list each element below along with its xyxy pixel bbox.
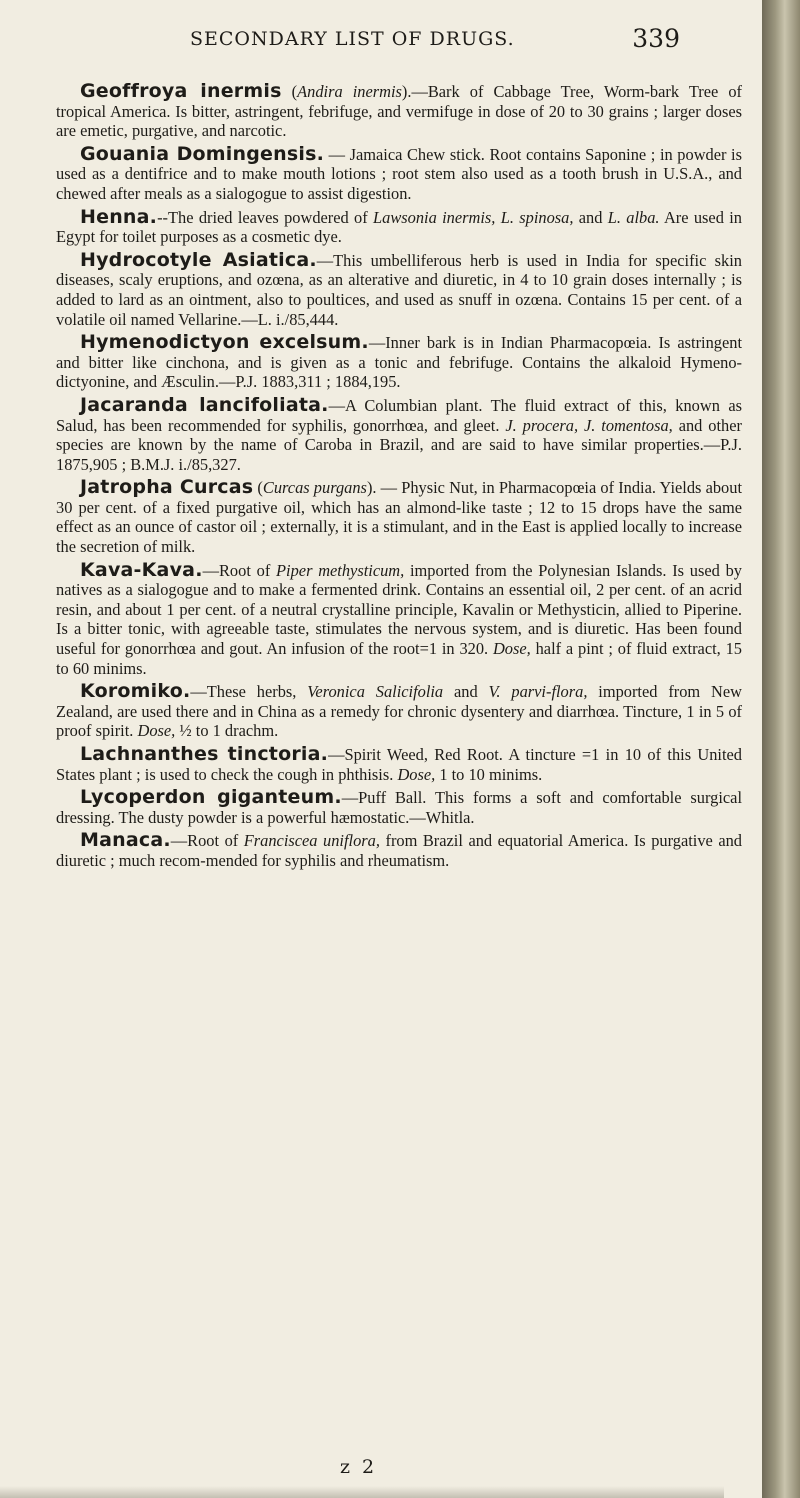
- entry-text: from Brazil and equatorial America. Is purgative and diuretic ; much recom-mended for syphilis and rheumatism.: [56, 831, 742, 870]
- drug-entry: [56, 682, 742, 741]
- entry-text: —These herbs,: [190, 682, 308, 702]
- header-title: SECONDARY LIST OF DRUGS.: [190, 28, 515, 50]
- entry-text: —Spirit Weed, Red Root. A tincture =1 in 10 of this United States plant ; is used to check the cough in phthisis.: [56, 745, 743, 784]
- drug-entry: [56, 248, 742, 329]
- latin-name: Dose,: [397, 764, 436, 784]
- latin-name: Lawsonia inermis, L. spinosa,: [373, 207, 574, 227]
- entry-text: —Puff Ball. This forms a soft and comfortable surgical dressing. The dusty powder is a powerful hæmostatic.—Whitla.: [56, 788, 742, 827]
- drug-entry: [56, 393, 742, 474]
- drug-name: Hydrocotyle Asiatica.: [80, 248, 317, 271]
- drug-entry: [56, 142, 742, 204]
- entry-text: and: [443, 682, 489, 702]
- drug-entry: [56, 745, 742, 784]
- entry-text: — Jamaica Chew stick. Root contains Saponine ; in powder is used as a dentifrice and to make mouth lotions ; root stem also used as a tooth brush in U.S.A., and chewed after meals as a sialogogue to assist digestion.: [56, 144, 742, 203]
- drug-entry: [56, 558, 742, 679]
- latin-name: Piper methysticum,: [276, 560, 405, 580]
- entry-text: —Root of: [202, 560, 277, 580]
- running-header: [190, 24, 680, 53]
- drug-name: Manaca.: [80, 829, 171, 852]
- entry-text: ½ to 1 drachm.: [175, 721, 279, 741]
- entry-text: and: [573, 207, 608, 227]
- latin-name: Curcas purgans: [262, 478, 367, 498]
- drug-entry: [56, 82, 742, 141]
- entry-text: —A Columbian plant. The fluid extract of this, known as Salud, has been recommended for syphilis, gonorrhœa, and gleet.: [56, 395, 742, 435]
- drug-name: Jacaranda lancifoliata.: [80, 393, 329, 416]
- entry-text: --The dried leaves powdered of: [157, 207, 374, 227]
- latin-name: Veronica Salicifolia: [307, 682, 444, 702]
- drug-name: Lycoperdon giganteum.: [80, 786, 342, 809]
- entry-text: half a pint ; of fluid extract, 15 to 60 minims.: [56, 639, 742, 678]
- entry-text: ).—Bark of Cabbage Tree, Worm-bark Tree of tropical America. Is bitter, astringent, febrifuge, and vermifuge in dose of 20 to 30 grains ; larger doses are emetic, purgative, and narcotic.: [56, 82, 742, 141]
- entry-text: 1 to 10 minims.: [435, 764, 543, 784]
- drug-name: Henna.: [80, 205, 158, 228]
- drug-name: Geoffroya inermis: [80, 80, 282, 102]
- latin-name: Franciscea uniflora,: [243, 831, 380, 851]
- book-edge: [762, 0, 800, 1498]
- entry-text: imported from the Polynesian Islands. Is used by natives as a sialogogue and to make a fermented drink. Contains an essential oil, 2 per cent. of an acrid resin, and about 1 per cent. of a neutral crystalline principle, Kavalin or Methysticin, allied to Piperine. Is a bitter tonic, with agreeable taste, stimulates the nervous system, and is diuretic. Has been found useful for gonorrhœa and gout. An infusion of the root=1 in 320.: [56, 560, 742, 659]
- entry-text: (: [281, 82, 298, 101]
- page-bottom-shadow: [0, 1486, 724, 1498]
- drug-entry: [56, 788, 742, 827]
- page-number: 339: [632, 24, 680, 53]
- entry-text: imported from New Zealand, are used there and in China as a remedy for chronic dysentery and diarrhœa. Tincture, 1 in 5 of proof spirit.: [56, 682, 742, 741]
- drug-entry: [56, 205, 742, 247]
- latin-name: V. parvi-flora,: [488, 682, 588, 702]
- drug-name: Hymenodictyon excelsum.: [80, 331, 369, 354]
- latin-name: Dose,: [137, 721, 176, 741]
- entry-text: and other species are known by the name of Caroba in Brazil, and are said to have similar properties.—P.J. 1875,905 ; B.M.J. i./85,327.: [56, 415, 742, 474]
- latin-name: Andira inermis: [297, 82, 402, 101]
- latin-name: J. procera, J. tomentosa,: [505, 415, 673, 435]
- drug-name: Kava-Kava.: [80, 558, 203, 581]
- latin-name: Dose,: [492, 639, 531, 659]
- entry-text: —Root of: [170, 831, 244, 851]
- entry-text: —This umbelliferous herb is used in India for specific skin diseases, scaly eruptions, and ozœna, as an alterative and diuretic, in 4 to 10 grain doses internally ; is added to lard as an ointment, also to poultices, and used as snuff in ozœna. Contains 15 per cent. of a volatile oil named Vellarine.—L. i./85,444.: [56, 250, 742, 329]
- entry-text: (: [253, 478, 263, 498]
- drug-entry: [56, 831, 742, 870]
- entries-list: [56, 82, 742, 875]
- signature-mark: z 2: [340, 1456, 378, 1478]
- entry-text: Are used in Egypt for toilet purposes as a cosmetic dye.: [56, 207, 742, 247]
- drug-entry: [56, 478, 742, 556]
- drug-entry: [56, 333, 742, 392]
- entry-text: —Inner bark is in Indian Pharmacopœia. Is astringent and bitter like cinchona, and is given as a tonic and febrifuge. Contains the alkaloid Hymeno-dictyonine, and Æsculin.—P.J. 1883,311 ; 1884,195.: [56, 333, 742, 392]
- entry-text: ). — Physic Nut, in Pharmacopœia of India. Yields about 30 per cent. of a fixed purgative oil, which has an almond-like taste ; 12 to 15 drops have the same effect as an ounce of castor oil ; externally, it is a stimulant, and in the East is applied locally to increase the secretion of milk.: [56, 478, 742, 557]
- drug-name: Koromiko.: [80, 680, 191, 703]
- drug-name: Jatropha Curcas: [80, 476, 254, 499]
- latin-name: L. alba.: [607, 207, 660, 227]
- drug-name: Lachnanthes tinctoria.: [80, 743, 329, 765]
- drug-name: Gouania Domingensis.: [80, 142, 324, 165]
